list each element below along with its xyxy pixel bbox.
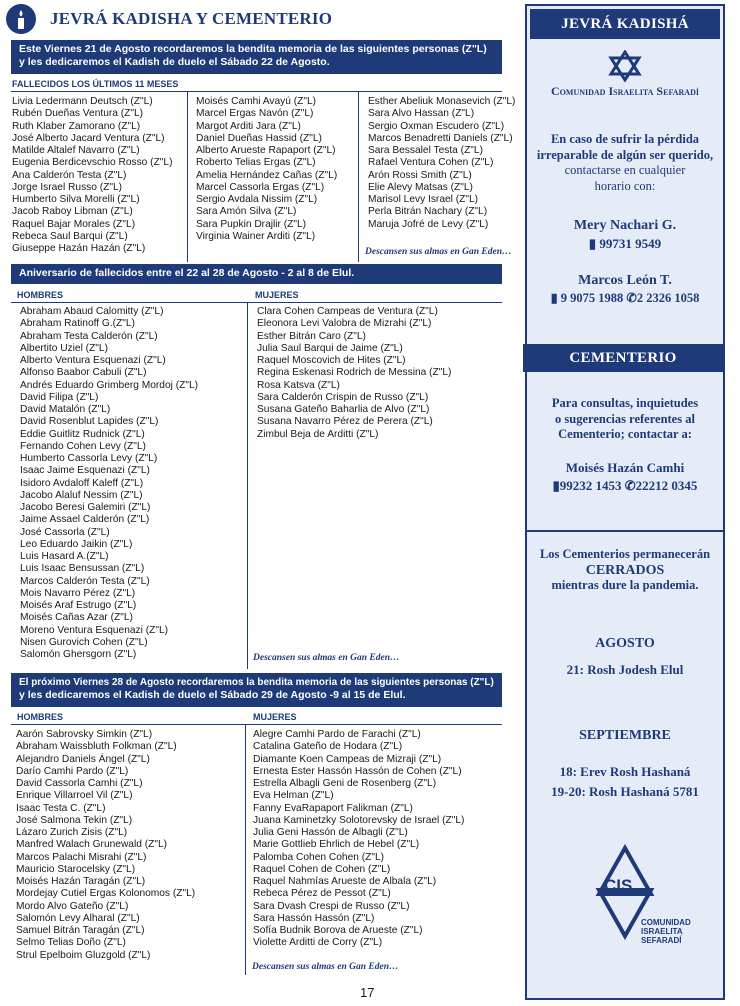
contact2-phone[interactable]: 2 2326 1058 [636, 291, 700, 305]
name-entry: Mauricio Starocelsky (Z"L) [16, 863, 136, 875]
name-entry: Julia Saul Barqui de Jaime (Z"L) [257, 342, 403, 354]
name-entry: Jacobo Alaluf Nessim (Z"L) [20, 489, 143, 501]
name-entry: Julia Geni Hassón de Albagli (Z"L) [253, 827, 408, 838]
name-entry: José Alberto Jacard Ventura (Z"L) [12, 132, 165, 144]
divider [11, 91, 502, 92]
banner-line: El próximo Viernes 28 de Agosto recordaremos la bendita memoria de las siguientes personas (Z"L) [19, 676, 494, 688]
name-entry: Darío Camhi Pardo (Z"L) [16, 765, 129, 777]
cem-phone-row [527, 478, 723, 494]
name-entry: Moreno Ventura Esquenazi (Z"L) [20, 624, 169, 636]
name-entry: Marcel Cassorla Ergas (Z"L) [196, 181, 325, 193]
name-entry: Raquel Moscovich de Hites (Z"L) [257, 355, 406, 366]
name-entry: Alberto Ventura Esquenazi (Z"L) [20, 355, 166, 366]
name-entry: Raquel Bajar Morales (Z"L) [12, 218, 136, 230]
page-number: 17 [360, 985, 375, 1000]
name-entry: Arón Rossi Smith (Z"L) [368, 169, 472, 181]
name-entry: Sara Alvo Hassan (Z"L) [368, 108, 475, 120]
women-heading: MUJERES [253, 712, 297, 722]
name-entry: Humberto Cassorla Levy (Z"L) [20, 453, 158, 464]
name-entry: Matilde Altalef Navarro (Z"L) [12, 145, 140, 156]
name-entry: Susana Navarro Pérez de Perera (Z"L) [257, 416, 433, 428]
name-entry: Jacobo Beresi Galemiri (Z"L) [20, 502, 151, 513]
closed-line: mientras dure la pandemia. [551, 578, 699, 592]
logo-line: ISRAELITA [641, 927, 683, 936]
name-entry: Luis Isaac Bensussan (Z"L) [20, 563, 145, 575]
name-entry: Juana Kaminetzky Solotorevsky de Israel (Z"L) [253, 814, 465, 826]
cem-line: Cementerio; contactar a: [558, 427, 692, 441]
name-entry: Jorge Israel Russo (Z"L) [12, 181, 123, 193]
august-title: AGOSTO [595, 636, 655, 651]
cem-line: Para consultas, inquietudes [551, 396, 699, 410]
name-entry: Eddie Guitlitz Rudnick (Z"L) [20, 428, 145, 440]
name-entry: Diamante Koen Campeas de Mizraji (Z"L) [253, 753, 442, 765]
september-item: 18: Erev Rosh Hashaná [559, 764, 691, 779]
mobile-icon: ▮ [550, 291, 558, 305]
name-entry: Abraham Waissbluth Folkman (Z"L) [16, 741, 177, 753]
name-entry: Isaac Testa C. (Z"L) [16, 802, 106, 814]
name-entry: Clara Cohen Campeas de Ventura (Z"L) [257, 306, 438, 317]
name-entry: Sara Hassón Hassón (Z"L) [253, 912, 375, 924]
closing-text: Descansen sus almas en Gan Eden… [252, 962, 399, 972]
name-entry: Alfonso Baabor Cabuli (Z"L) [20, 367, 147, 379]
name-entry: Fernando Cohen Levy (Z"L) [20, 440, 146, 452]
name-entry: Rebeca Pérez de Pessot (Z"L) [253, 888, 391, 900]
name-entry: Humberto Silva Morelli (Z"L) [12, 194, 140, 205]
name-entry: Roberto Telias Ergas (Z"L) [196, 157, 316, 169]
contact1-phone-row [527, 236, 723, 252]
contact1-phone[interactable]: 99731 9549 [599, 236, 662, 251]
men-list [20, 306, 198, 661]
anniversary-banner [11, 264, 502, 284]
name-entry: Lázaro Zurich Zisis (Z"L) [16, 827, 128, 838]
name-entry: Marcos Calderón Testa (Z"L) [20, 575, 150, 587]
name-entry: Margot Arditi Jara (Z"L) [196, 120, 301, 132]
contact1-name: Mery Nachari G. [573, 218, 677, 233]
logo-caption [641, 918, 691, 945]
name-entry: David Cassorla Camhi (Z"L) [16, 778, 143, 789]
cementerio-title: CEMENTERIO [523, 344, 723, 372]
cis-logo [591, 844, 721, 962]
banner-line: Este Viernes 21 de Agosto recordaremos la bendita memoria de las siguientes personas (Z"L) [19, 43, 487, 55]
name-entry: Alberto Arueste Rapaport (Z"L) [196, 145, 336, 156]
name-entry: Estrella Albagli Geni de Rosenberg (Z"L) [253, 778, 437, 789]
name-entry: Isaac Jaime Esquenazi (Z"L) [20, 465, 150, 477]
august-item: 21: Rosh Jodesh Elul [566, 662, 684, 677]
name-entry: Moisés Cañas Azar (Z"L) [20, 612, 133, 624]
intro-line: En caso de sufrir la pérdida [550, 132, 700, 146]
name-entry: Esther Abeliuk Monasevich (Z"L) [368, 96, 516, 107]
name-entry: Rafael Ventura Cohen (Z"L) [368, 157, 494, 169]
name-entry: Eva Helman (Z"L) [253, 790, 334, 802]
name-entry: Rubén Dueñas Ventura (Z"L) [12, 108, 144, 120]
name-entry: Aarón Sabrovsky Simkin (Z"L) [16, 729, 153, 740]
name-list-col3 [368, 96, 515, 231]
september-title: SEPTIEMBRE [579, 728, 671, 743]
name-entry: Rosa Katsva (Z"L) [257, 379, 340, 391]
name-entry: Enrique Villarroel Vil (Z"L) [16, 790, 133, 802]
banner-line: Aniversario de fallecidos entre el 22 al 28 de Agosto - 2 al 8 de Elul. [19, 267, 355, 279]
name-entry: Marie Gottlieb Ehrlich de Hebel (Z"L) [253, 839, 420, 851]
name-entry: Jaime Assael Calderón (Z"L) [20, 514, 150, 526]
cementerio-text [527, 396, 723, 443]
divider [527, 530, 723, 532]
name-entry: Moisés Camhi Avayú (Z"L) [196, 96, 317, 107]
women-list [253, 729, 464, 950]
name-entry: José Cassorla (Z"L) [20, 526, 110, 538]
logo-line: SEFARADÍ [641, 936, 682, 945]
name-entry: David Rosenblut Lapides (Z"L) [20, 416, 159, 428]
intro-text [527, 132, 723, 194]
section-subheading: FALLECIDOS LOS ÚLTIMOS 11 MESES [12, 79, 179, 89]
men-heading: HOMBRES [17, 290, 64, 300]
name-entry: Samuel Bitrán Taragán (Z"L) [16, 925, 145, 936]
divider [358, 92, 359, 262]
name-entry: Fanny EvaRapaport Falikman (Z"L) [253, 802, 413, 814]
name-entry: Raquel Cohen de Cohen (Z"L) [253, 863, 391, 875]
women-list [257, 306, 451, 441]
name-entry: Jacob Raboy Libman (Z"L) [12, 206, 133, 218]
name-entry: Catalina Gateño de Hodara (Z"L) [253, 741, 403, 753]
name-entry: Sergio Avdala Nissim (Z"L) [196, 194, 318, 205]
name-list-col2 [196, 96, 337, 243]
name-entry: Ruth Klaber Zamorano (Z"L) [12, 120, 141, 132]
name-entry: Marcos Palachi Misrahi (Z"L) [16, 851, 147, 863]
name-entry: Rebeca Saul Barqui (Z"L) [12, 230, 128, 242]
intro-line: horario con: [594, 178, 656, 193]
name-entry: Marcos Benadretti Daniels (Z"L) [368, 132, 513, 144]
star-of-david-icon [607, 50, 643, 87]
name-entry: Sara Bessalel Testa (Z"L) [368, 145, 483, 156]
phone-icon: ✆ [626, 291, 637, 305]
logo-text: CIS [604, 876, 633, 895]
name-entry: Nisen Gurovich Cohen (Z"L) [20, 636, 148, 648]
name-entry: Alejandro Daniels Ángel (Z"L) [16, 753, 150, 765]
name-entry: Amelia Hernández Cañas (Z"L) [196, 169, 338, 181]
memorial-banner [11, 673, 502, 707]
closing-text: Descansen sus almas en Gan Eden… [253, 653, 400, 663]
name-entry: Ernesta Ester Hassón Hassón de Cohen (Z"L) [253, 765, 462, 777]
name-entry: Andrés Eduardo Grimberg Mordoj (Z"L) [20, 379, 199, 391]
logo-line: COMUNIDAD [641, 918, 691, 927]
name-entry: Mois Navarro Pérez (Z"L) [20, 587, 136, 599]
name-entry: Mordejay Cutiel Ergas Kolonomos (Z"L) [16, 888, 196, 900]
banner-line: y les dedicaremos el Kadish de duelo el Sábado 22 de Agosto. [19, 56, 330, 68]
name-entry: Violette Arditti de Corry (Z"L) [253, 937, 383, 949]
name-entry: Susana Gateño Baharlia de Alvo (Z"L) [257, 404, 430, 415]
divider [245, 725, 246, 975]
women-heading: MUJERES [255, 290, 299, 300]
name-entry: Salomón Levy Alharal (Z"L) [16, 912, 140, 924]
community-name: Comunidad Israelita Sefaradí [551, 84, 699, 98]
september-item: 19-20: Rosh Hashaná 5781 [551, 784, 699, 799]
closed-line: Los Cementerios permanecerán [539, 547, 711, 561]
name-entry: Mordo Alvo Gateño (Z"L) [16, 900, 129, 912]
name-entry: Alegre Camhi Pardo de Farachi (Z"L) [253, 729, 421, 740]
name-entry: Ana Calderón Testa (Z"L) [12, 169, 127, 181]
name-entry: Elie Alevy Matsas (Z"L) [368, 181, 473, 193]
name-entry: Eleonora Levi Valobra de Mizrahi (Z"L) [257, 318, 432, 330]
divider [11, 302, 502, 303]
contact2-phone-row [527, 291, 723, 307]
name-entry: Sara Amón Silva (Z"L) [196, 206, 297, 218]
intro-line: irreparable de algún ser querido, [536, 147, 714, 162]
name-entry: Manfred Walach Grunewald (Z"L) [16, 839, 168, 851]
page-title: JEVRÁ KADISHA Y CEMENTERIO [50, 9, 333, 28]
contact2-mobile[interactable]: 9 9075 1988 [560, 291, 624, 305]
contact2-name: Marcos León T. [578, 273, 672, 288]
name-entry: Strul Epelboim Gluzgold (Z"L) [16, 949, 151, 961]
name-entry: Salomón Ghersgorn (Z"L) [20, 649, 137, 660]
name-entry: Giuseppe Hazán Hazán (Z"L) [12, 243, 146, 254]
closing-text: Descansen sus almas en Gan Eden… [365, 247, 512, 257]
cem-line: o sugerencias referentes al [555, 411, 695, 426]
jevra-title: JEVRÁ KADISHÁ [530, 9, 720, 39]
name-entry: Leo Eduardo Jaikin (Z"L) [20, 538, 133, 550]
divider [187, 92, 188, 262]
name-entry: Virginia Wainer Arditi (Z"L) [196, 230, 316, 242]
intro-line: contactarse en cualquier [564, 163, 686, 177]
name-entry: Luis Hasard A.(Z"L) [20, 551, 109, 562]
name-entry: Livia Ledermann Deutsch (Z"L) [12, 96, 153, 107]
name-entry: Eugenia Berdicevschio Rosso (Z"L) [12, 157, 173, 169]
name-entry: José Salmona Tekin (Z"L) [16, 814, 133, 826]
cem-phone[interactable]: 22212 0345 [635, 478, 698, 493]
name-entry: Marcel Ergas Navón (Z"L) [196, 108, 314, 120]
name-entry: Moisés Hazán Taragán (Z"L) [16, 876, 146, 887]
divider [247, 303, 248, 669]
name-entry: Marisol Levy Israel (Z"L) [368, 194, 479, 205]
name-entry: Sara Pupkin Drajlir (Z"L) [196, 218, 307, 230]
name-entry: Zimbul Beja de Arditti (Z"L) [257, 428, 379, 440]
name-entry: Raquel Nahmías Arueste de Albala (Z"L) [253, 876, 437, 887]
men-list [16, 729, 195, 962]
name-entry: Selmo Telias Doño (Z"L) [16, 937, 126, 949]
name-entry: Sergio Oxman Escudero (Z"L) [368, 120, 505, 132]
mobile-icon: ▮ [552, 478, 560, 493]
name-entry: Regina Eskenasi Rodrich de Messina (Z"L) [257, 367, 452, 379]
closed-line: CERRADOS [585, 562, 665, 578]
name-entry: Moisés Araf Estrugo (Z"L) [20, 600, 137, 611]
name-entry: Maruja Jofré de Levy (Z"L) [368, 218, 489, 230]
candle-icon [6, 4, 36, 34]
name-entry: David Filipa (Z"L) [20, 391, 99, 403]
memorial-banner [11, 40, 502, 74]
name-entry: David Matalón (Z"L) [20, 404, 111, 415]
name-entry: Abraham Abaud Calomitty (Z"L) [20, 306, 164, 317]
name-entry: Palomba Cohen Cohen (Z"L) [253, 851, 385, 863]
divider [11, 724, 502, 725]
men-heading: HOMBRES [17, 712, 64, 722]
mobile-icon: ▮ [588, 236, 597, 251]
name-entry: Esther Bitrán Caro (Z"L) [257, 330, 366, 342]
name-entry: Sara Calderón Crispin de Russo (Z"L) [257, 391, 429, 403]
banner-line: y les dedicaremos el Kadish de duelo el Sábado 29 de Agosto -9 al 15 de Elul. [19, 689, 406, 701]
name-entry: Isidoro Avdaloff Kaleff (Z"L) [20, 477, 144, 489]
name-list-col1 [12, 96, 172, 255]
name-entry: Abraham Ratinoff G.(Z"L) [20, 318, 135, 330]
name-entry: Daniel Dueñas Hassid (Z"L) [196, 132, 322, 144]
closed-notice [527, 547, 723, 594]
name-entry: Albertito Uziel (Z"L) [20, 342, 108, 354]
name-entry: Sara Dvash Crespi de Russo (Z"L) [253, 900, 410, 912]
phone-icon: ✆ [624, 478, 636, 493]
cem-contact-name: Moisés Hazán Camhi [565, 460, 685, 475]
name-entry: Sofía Budnik Borova de Arueste (Z"L) [253, 925, 423, 936]
name-entry: Abraham Testa Calderón (Z"L) [20, 330, 158, 342]
name-entry: Perla Bitrán Nachary (Z"L) [368, 206, 488, 218]
sidebar [525, 4, 725, 1000]
cem-mobile[interactable]: 99232 1453 [559, 478, 622, 493]
